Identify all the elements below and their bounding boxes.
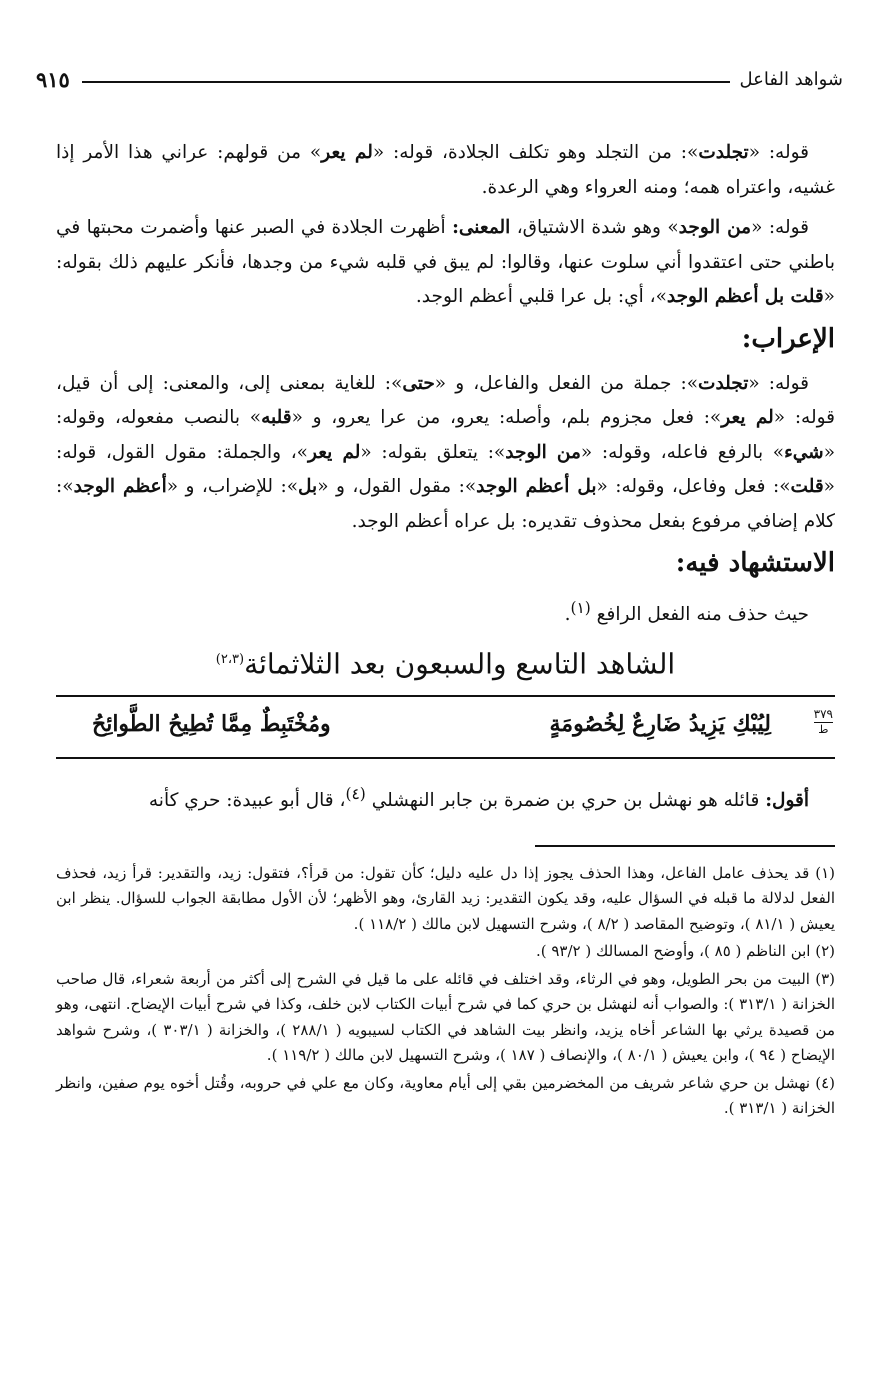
footnote-3: (٣) البيت من بحر الطويل، وهو في الرثاء، وقد اختلف في قائله على ما قيل في الشرح إلى أكثر من أربعة شعراء، قال صاحب الخزانة ( ٣١٣/١ ): والصواب أنه لنهشل بن حري كما في شرح أبيات الكتاب لابن خلف، وكذا في شرح أبيات الإيضاح. انتهى، وهو من قصيدة يرثي بها الشاعر أخاه يزيد، وانظر بيت الشاهد في الكتاب لسيبويه ( ٢٨٨/١ )، والخزانة ( ٣٠٣/١ )، وشرح شواهد الإيضاح ( ٩٤ )، وابن يعيش ( ٨٠/١ )، والإنصاف ( ١٨٧ )، وشرح التسهيل لابن مالك ( ١١٩/٢ ).	[56, 969, 835, 1065]
witness-title	[56, 639, 835, 685]
footnote-2: (٢) ابن الناظم ( ٨٥ )، وأوضح المسالك ( ٩٣/٢ ).	[535, 942, 835, 961]
bold-term: بل أعظم الوجد	[476, 476, 597, 497]
bold-term: من الوجد	[678, 217, 752, 238]
text-run: حيث حذف منه الفعل الرافع	[596, 604, 809, 626]
bold-term: لم يعر	[308, 441, 361, 463]
irab-heading: الإعراب:	[741, 323, 835, 354]
text-run: قائله هو نهشل بن حري بن ضمرة بن جابر النهشلي	[371, 790, 760, 812]
paragraph-min-alwajd	[56, 211, 835, 315]
text-run: »: للإضراب، و «	[166, 476, 299, 497]
bold-term: تجلدت	[698, 372, 749, 394]
text-run: »: من التجلد وهو تكلف الجلادة، قوله: «	[372, 142, 699, 163]
header-rule	[82, 81, 730, 83]
bold-term: أقول:	[765, 790, 809, 812]
text-run: »، والجملة: مقول القول، قوله: «	[56, 441, 835, 497]
verse-number	[814, 707, 833, 737]
running-title: شواهد الفاعل	[739, 68, 843, 90]
text-run: »: فعل مجزوم بلم، وأصله: يعرو، من عرا يعرو، و «	[291, 407, 722, 428]
verse-first-hemistich: لِيُبْكِ يَزِيدُ ضَارِعٌ لِخُصُومَةٍ	[549, 710, 771, 737]
page-header	[36, 62, 843, 96]
text-run: »: مقول القول، و «	[317, 476, 477, 497]
page-body	[56, 136, 835, 1124]
bold-term: تجلدت	[698, 142, 749, 163]
bold-term: شيء	[784, 441, 824, 463]
footnote-rule	[535, 845, 835, 847]
footnote-4: (٤) نهشل بن حري شاعر شريف من المخضرمين بقي إلى أيام معاوية، وكان مع علي في حروبه، وقُتل أخوه يوم صفين، وانظر الخزانة ( ٣١٣/١ ).	[56, 1073, 835, 1118]
text-run: قوله: «	[748, 142, 810, 163]
text-run: »: للغاية بمعنى إلى، والمعنى: إلى أن قيل، قوله: «	[56, 372, 836, 428]
text-run: »: يتعلق بقوله: «	[360, 441, 506, 463]
bold-term: من الوجد	[505, 441, 581, 463]
bold-term: لم يعر	[721, 407, 774, 428]
text-run: »: فعل وفاعل، وقوله: «	[596, 476, 791, 497]
paragraph-istishhad	[56, 591, 835, 633]
bold-term: بل	[298, 476, 318, 497]
paragraph-aqulu	[56, 777, 835, 819]
text-run: » وهو شدة الاشتياق،	[516, 217, 679, 238]
verse-number-suffix: ط	[818, 722, 829, 736]
text-run: » بالنصب مفعوله، وقوله: «	[56, 407, 836, 463]
text-run: قوله: «	[748, 372, 809, 394]
footnote-1: (١) قد يحذف عامل الفاعل، وهذا الحذف يجوز إذا دل عليه دليل؛ كأن تقول: من قرأ؟، فتقول: زيد، والتقدير: قرأ زيد، فحذف الفعل لدلالة ما قبله في السؤال عليه، وقد يكون التقدير: زيد القارئ، وهو الأظهر؛ لأن الأول مطابقة الجواب للسؤال. ينظر ابن يعيش ( ٨١/١ )، وتوضيح المقاصد ( ٨/٢ )، وشرح التسهيل لابن مالك ( ١١٨/٢ ).	[56, 863, 835, 933]
paragraph-irab	[56, 367, 835, 540]
verse-number-value: ٣٧٩	[813, 706, 833, 721]
bold-term: أعظم الوجد	[73, 476, 167, 497]
text-run: .	[564, 604, 571, 626]
text-run: »: كلام إضافي مرفوع بفعل محذوف تقديره: بل عراه أعظم الوجد.	[56, 476, 835, 532]
paragraph-tajalladtu	[56, 136, 835, 205]
bold-term: قلبه	[261, 407, 292, 428]
verse-second-hemistich: ومُخْتَبِطٌ مِمَّا تُطِيحُ الطَّوائِحُ	[92, 710, 331, 737]
witness-title-text: الشاهد التاسع والسبعون بعد الثلاثمائة	[244, 646, 676, 680]
footnote-ref: (١)	[570, 599, 591, 617]
text-run: »، أي: بل عرا قلبي أعظم الوجد.	[415, 286, 667, 307]
bold-term: حتى	[402, 372, 435, 394]
footnote-ref: (٢،٣)	[215, 651, 245, 667]
bold-term: المعنى:	[452, 217, 511, 238]
bold-term: لم يعر	[321, 142, 373, 163]
text-run: قوله: «	[751, 217, 810, 238]
text-run: »: جملة من الفعل والفاعل، و «	[434, 372, 699, 394]
text-run: » من قولهم: عراني هذا الأمر إذا غشيه، واعتراه همه؛ ومنه العرواء وهي الرعدة.	[56, 142, 835, 198]
text-run: ، قال أبو عبيدة: حري كأنه	[148, 790, 346, 812]
page-number: ٩١٥	[36, 66, 70, 92]
verse-box	[56, 695, 835, 759]
bold-term: قلت بل أعظم الوجد	[666, 286, 824, 307]
text-run: » بالرفع فاعله، وقوله: «	[580, 441, 785, 463]
footnote-ref: (٤)	[345, 784, 366, 803]
text-run: أظهرت الجلادة في الصبر عنها وأضمرت محبتها في باطني حتى اعتقدوا أني سلوت عنها، وقالوا: لم يبق في قلبه شيء من وجدها، فأنكر عليهم ذلك بقوله: «	[56, 217, 835, 307]
istishhad-heading: الاستشهاد فيه:	[675, 548, 835, 578]
bold-term: قلت	[790, 476, 824, 497]
